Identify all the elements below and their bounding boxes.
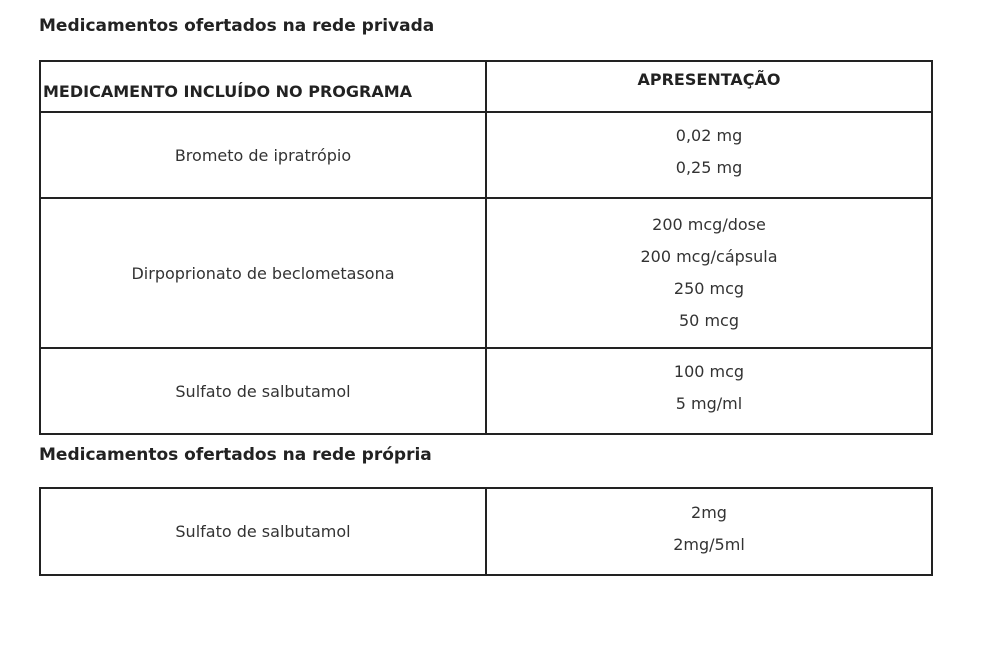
medicamento-name: Sulfato de salbutamol <box>175 522 351 541</box>
header-medicamento-label: MEDICAMENTO INCLUÍDO NO PROGRAMA <box>43 82 412 101</box>
header-medicamento <box>40 61 486 112</box>
apresentacao-item: 2mg/5ml <box>673 534 745 554</box>
header-apresentacao <box>486 61 932 112</box>
apresentacao-item: 200 mcg/dose <box>652 215 766 234</box>
medicamento-name: Sulfato de salbutamol <box>175 381 351 401</box>
table-rede-privada <box>39 60 933 435</box>
apresentacao-list <box>487 209 931 337</box>
table-row <box>40 198 932 348</box>
table-rede-propria <box>39 487 933 576</box>
apresentacao-cell <box>486 348 932 434</box>
apresentacao-item: 50 mcg <box>679 311 739 330</box>
table-header-row <box>40 61 932 112</box>
apresentacao-item: 5 mg/ml <box>675 394 743 413</box>
apresentacao-cell <box>486 198 932 348</box>
table-row <box>40 112 932 198</box>
apresentacao-item: 200 mcg/cápsula <box>640 247 778 266</box>
medicamento-cell <box>40 348 486 434</box>
medicamento-name: Brometo de ipratrópio <box>174 145 352 165</box>
header-apresentacao-label: APRESENTAÇÃO <box>637 70 781 89</box>
apresentacao-item: 100 mcg <box>673 362 745 381</box>
medicamento-name: Dirpoprionato de beclometasona <box>131 263 395 283</box>
apresentacao-cell <box>486 112 932 198</box>
apresentacao-item: 0,02 mg <box>675 126 743 145</box>
section-title-rede-privada: Medicamentos ofertados na rede privada <box>39 16 435 36</box>
apresentacao-item: 2mg <box>691 502 727 522</box>
table-row <box>40 488 932 575</box>
apresentacao-item: 250 mcg <box>673 279 745 298</box>
apresentacao-cell <box>486 488 932 575</box>
table-row <box>40 348 932 434</box>
medicamento-cell <box>40 488 486 575</box>
medicamento-cell <box>40 112 486 198</box>
apresentacao-list <box>487 356 931 420</box>
apresentacao-item: 0,25 mg <box>675 158 743 177</box>
apresentacao-list <box>487 120 931 184</box>
medicamento-cell <box>40 198 486 348</box>
apresentacao-list <box>487 497 931 561</box>
section-title-rede-propria: Medicamentos ofertados na rede própria <box>39 445 432 465</box>
